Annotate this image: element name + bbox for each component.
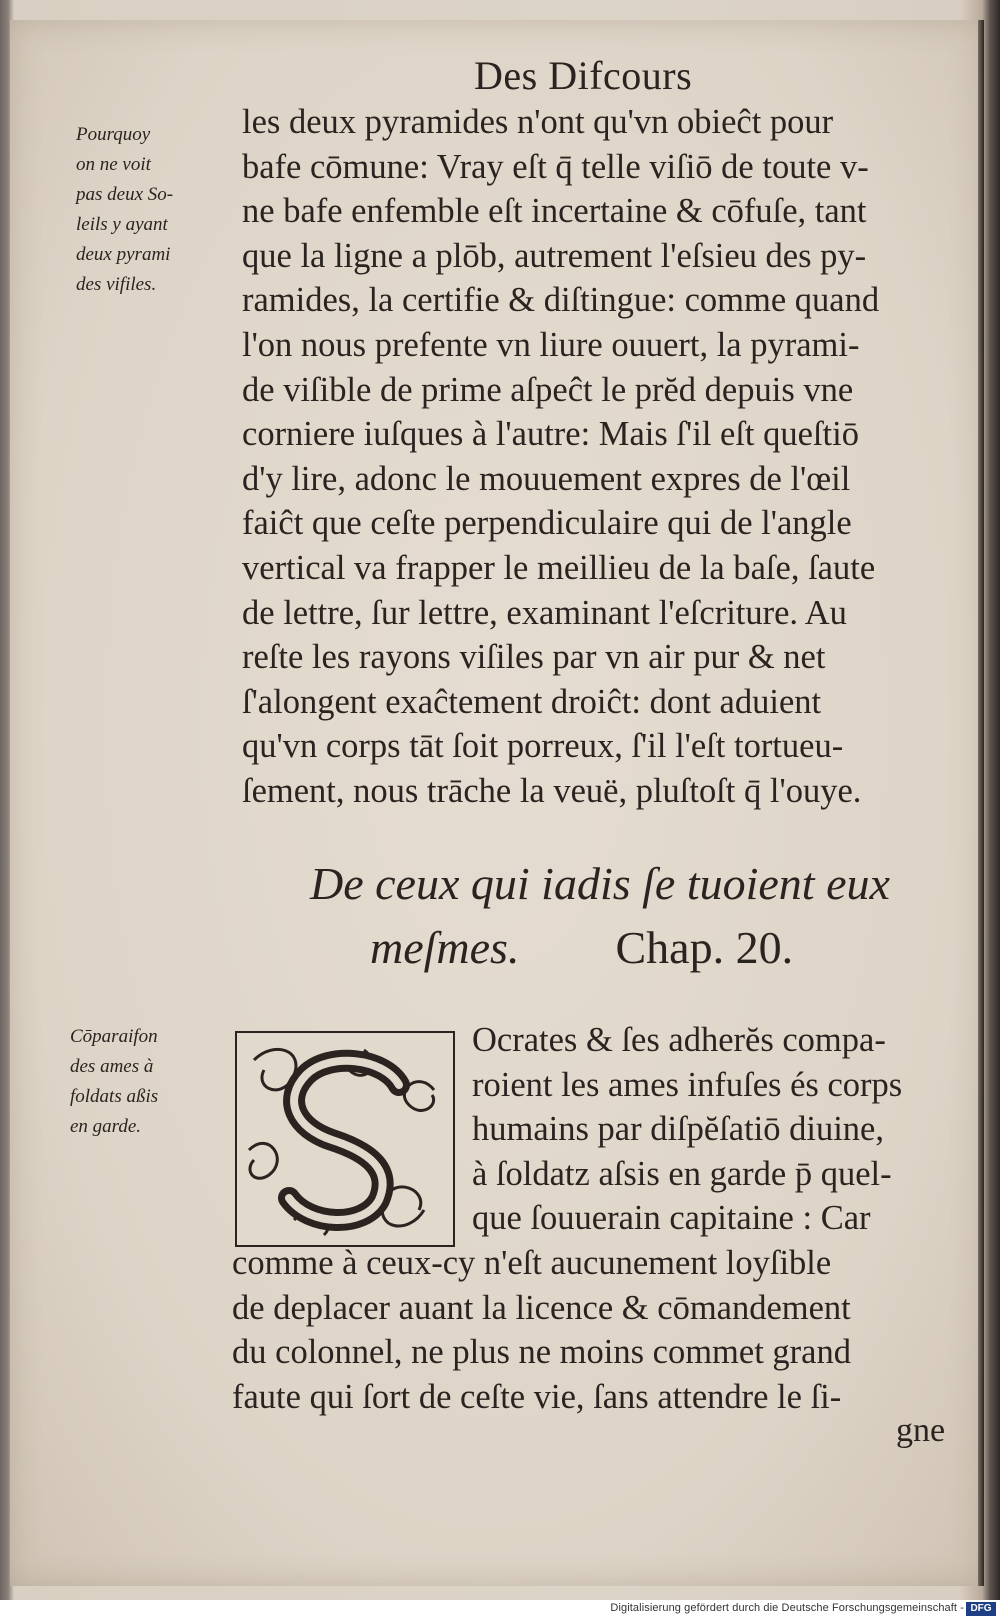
chapter-title-line-1: De ceux qui iadis ſe tuoient eux — [310, 858, 890, 909]
text-line: roient les ames infuſes és corps — [472, 1065, 903, 1104]
margin-note-line: en garde. — [70, 1116, 142, 1137]
text-line: Ocrates & ſes adherĕs compa- — [472, 1021, 886, 1059]
margin-note-line: leils y ayant — [76, 214, 168, 235]
margin-note-line: des ames à — [70, 1056, 154, 1077]
margin-note-line: pas deux So- — [76, 184, 174, 205]
text-line: humains par diſpĕſatiō diuine, — [472, 1110, 884, 1149]
margin-note-line: foldats aßis — [70, 1086, 159, 1107]
text-line: corniere iuſques à l'autre: Mais ſ'il eſt queſtiō — [242, 415, 859, 454]
chapter-title-line-2 — [310, 916, 930, 980]
margin-note-pyramids — [76, 120, 173, 300]
margin-note-line: des vifiles. — [76, 274, 157, 295]
chapter-title-word: meſmes. — [370, 922, 520, 973]
text-line: ramides, la certifie & diſtingue: comme quand — [242, 281, 880, 320]
paragraph-1 — [242, 100, 970, 814]
digitization-credit: Digitalisierung gefördert durch die Deutsche Forschungsgemeinschaft - — [610, 1602, 964, 1614]
text-line: ne bafe enfemble eſt incertaine & cōfuſe, tant — [242, 192, 867, 231]
text-line: du colonnel, ne plus ne moins commet grand — [232, 1333, 851, 1372]
text-line: que la ligne a plōb, autrement l'eſsieu des py- — [242, 236, 867, 275]
margin-note-line: on ne voit — [76, 154, 151, 175]
text-line: à ſoldatz aſsis en garde p̄ quel- — [472, 1154, 892, 1193]
text-line: reſte les rayons viſiles par vn air pur & net — [242, 638, 826, 677]
margin-note-line: Cōparaifon — [70, 1026, 158, 1047]
margin-note-souls — [70, 1022, 158, 1142]
page-edge — [978, 20, 984, 1586]
text-line: faiĉt que ceſte perpendiculaire qui de l'angle — [242, 504, 852, 543]
chapter-heading — [310, 852, 930, 980]
text-line: l'on nous prefente vn liure ouuert, la pyrami- — [242, 325, 860, 364]
text-line: les deux pyramides n'ont qu'vn obieĉt pour — [242, 103, 834, 141]
margin-note-line: Pourquoy — [76, 124, 151, 145]
text-line: faute qui ſort de ceſte vie, ſans attendre le ſi- — [232, 1377, 842, 1416]
text-line: qu'vn corps tāt ſoit porreux, ſ'il l'eſt tortueu- — [242, 727, 844, 766]
text-line: comme à ceux-cy n'eſt aucunement loyſible — [232, 1243, 832, 1282]
running-head: Des Difcours — [474, 53, 693, 98]
text-line: bafe cōmune: Vray eſt q̄ telle viſiō de toute v- — [242, 147, 869, 186]
text-line: ſ'alongent exaĉtement droiĉt: dont aduient — [242, 682, 822, 721]
text-line: vertical va frapper le meillieu de la baſe, ſaute — [242, 548, 876, 587]
text-line: de deplacer auant la licence & cōmandement — [232, 1288, 851, 1327]
text-line: ſement, nous trāche la veuë, pluſtoſt q̄ l'ouye. — [242, 771, 862, 810]
text-line: d'y lire, adonc le mouuement expres de l'œil — [242, 459, 851, 498]
text-line: de viſible de prime aſpeĉt le prĕd depuis vne — [242, 370, 854, 409]
chapter-number: Chap. 20. — [615, 922, 794, 973]
margin-note-line: deux pyrami — [76, 244, 171, 265]
text-line: que ſouuerain capitaine : Car — [472, 1199, 871, 1238]
paragraph-2 — [232, 1018, 970, 1419]
dfg-logo-icon: DFG — [966, 1602, 996, 1616]
text-line: de lettre, ſur lettre, examinant l'eſcriture. Au — [242, 593, 847, 632]
catchword: gne — [896, 1412, 946, 1449]
